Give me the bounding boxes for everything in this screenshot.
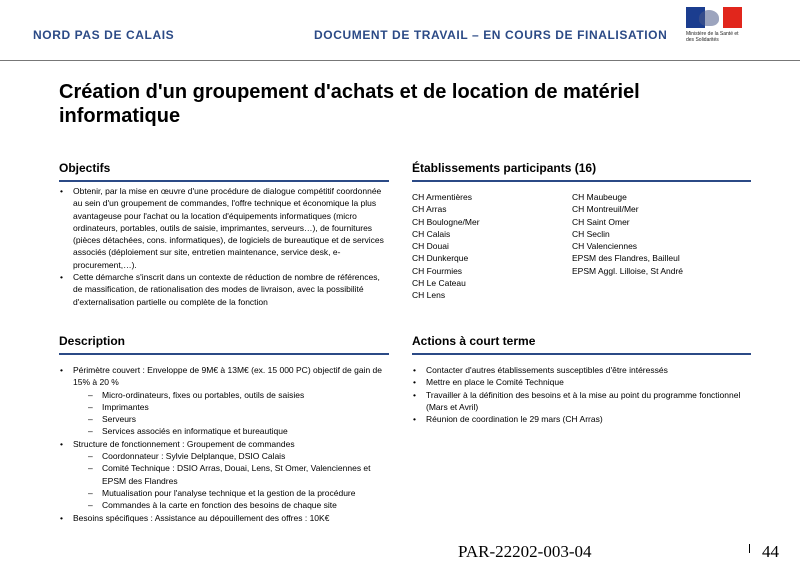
list-item: CH Valenciennes <box>572 241 638 252</box>
list-item: CH Calais <box>412 228 451 239</box>
objectifs-list <box>59 185 391 308</box>
list-item: CH Seclin <box>572 228 610 239</box>
footer-divider <box>749 544 750 553</box>
list-item <box>59 512 391 524</box>
sub-list-item: – Services associés en informatique et bureautique <box>73 425 391 437</box>
ministry-logo <box>686 7 746 57</box>
description-heading: Description <box>59 334 389 355</box>
description-list <box>59 364 391 524</box>
list-item: • Cette démarche s'inscrit dans un contexte de réduction de nombre de références, de massification, de rationalisation des modes de livraison, avec la possibilité d'externalisation partielle ou complète de la fonction <box>59 271 391 308</box>
list-item: CH Fourmies <box>412 265 463 276</box>
etablissements-heading: Établissements participants (16) <box>412 161 751 182</box>
document-reference: PAR-22202-003-04 <box>458 542 592 561</box>
sub-list-item: – Micro-ordinateurs, fixes ou portables, outils de saisies <box>73 389 391 401</box>
objectifs-heading: Objectifs <box>59 161 389 182</box>
list-item: • Contacter d'autres établissements susceptibles d'être intéressés <box>412 364 747 376</box>
list-item: CH Boulogne/Mer <box>412 216 480 227</box>
sub-list <box>73 450 391 511</box>
page-number: 44 <box>762 542 779 561</box>
sub-list-item: – Comité Technique : DSIO Arras, Douai, Lens, St Omer, Valenciennes et EPSM des Flandres <box>73 462 391 487</box>
list-item: CH Le Cateau <box>412 278 466 289</box>
sub-list-item: – Serveurs <box>73 413 391 425</box>
list-item: CH Saint Omer <box>572 216 630 227</box>
sub-list-item: – Coordonnateur : Sylvie Delplanque, DSIO Calais <box>73 450 391 462</box>
list-item <box>59 364 391 438</box>
list-item-text: Périmètre couvert : Enveloppe de 9M€ à 13M€ (ex. 15 000 PC) objectif de gain de 15% à 20 % <box>73 365 383 388</box>
list-item: CH Douai <box>412 241 449 252</box>
list-item: CH Lens <box>412 290 446 301</box>
page-title: Création d'un groupement d'achats et de location de matériel informatique <box>59 81 640 127</box>
list-item: CH Montreuil/Mer <box>572 204 639 215</box>
list-item: CH Armentières <box>412 192 472 202</box>
region-label: NORD PAS DE CALAIS <box>33 28 175 42</box>
actions-heading: Actions à court terme <box>412 334 751 355</box>
etablissements-column-1 <box>412 191 562 302</box>
list-item: CH Arras <box>412 204 447 215</box>
marianne-flag-icon <box>686 7 742 28</box>
etablissements-column-2 <box>572 191 752 277</box>
list-item: CH Maubeuge <box>572 192 627 202</box>
logo-caption: Ministère de la Santé et des Solidarités <box>686 31 739 43</box>
list-item-text: Structure de fonctionnement : Groupement de commandes <box>73 438 295 449</box>
list-item: • Réunion de coordination le 29 mars (CH Arras) <box>412 413 747 425</box>
header-divider <box>0 60 800 61</box>
document-status-label: DOCUMENT DE TRAVAIL – EN COURS DE FINALISATION <box>314 28 668 42</box>
list-item: • Mettre en place le Comité Technique <box>412 376 747 388</box>
list-item <box>59 438 391 512</box>
sub-list-item: – Commandes à la carte en fonction des besoins de chaque site <box>73 499 391 511</box>
list-item: • Obtenir, par la mise en œuvre d'une procédure de dialogue compétitif coordonnée au sein d'un groupement de commandes, l'offre technique et économique la plus avantageuse pour l'achat ou la location d'équipements informatiques (micro ordinateurs, portables, outils de saisie, imprimantes, serveurs…), de fournitures (pièces détachées, cons. informatiques), de logiciels de bureautique et de services associés (déploiement sur site, entretien maintenance, service desk, e-procurement,…). <box>59 185 391 271</box>
sub-list-item: – Imprimantes <box>73 401 391 413</box>
list-item: • Travailler à la définition des besoins et à la mise au point du programme fonctionnel (Mars et Avril) <box>412 389 747 414</box>
list-item-text: Besoins spécifiques : Assistance au dépouillement des offres : 10K€ <box>73 512 330 523</box>
sub-list <box>73 389 391 438</box>
list-item: CH Dunkerque <box>412 253 469 264</box>
sub-list-item: – Mutualisation pour l'analyse technique et la gestion de la procédure <box>73 487 391 499</box>
list-item: EPSM Aggl. Lilloise, St André <box>572 265 684 276</box>
list-item: EPSM des Flandres, Bailleul <box>572 253 680 264</box>
actions-list <box>412 364 747 425</box>
